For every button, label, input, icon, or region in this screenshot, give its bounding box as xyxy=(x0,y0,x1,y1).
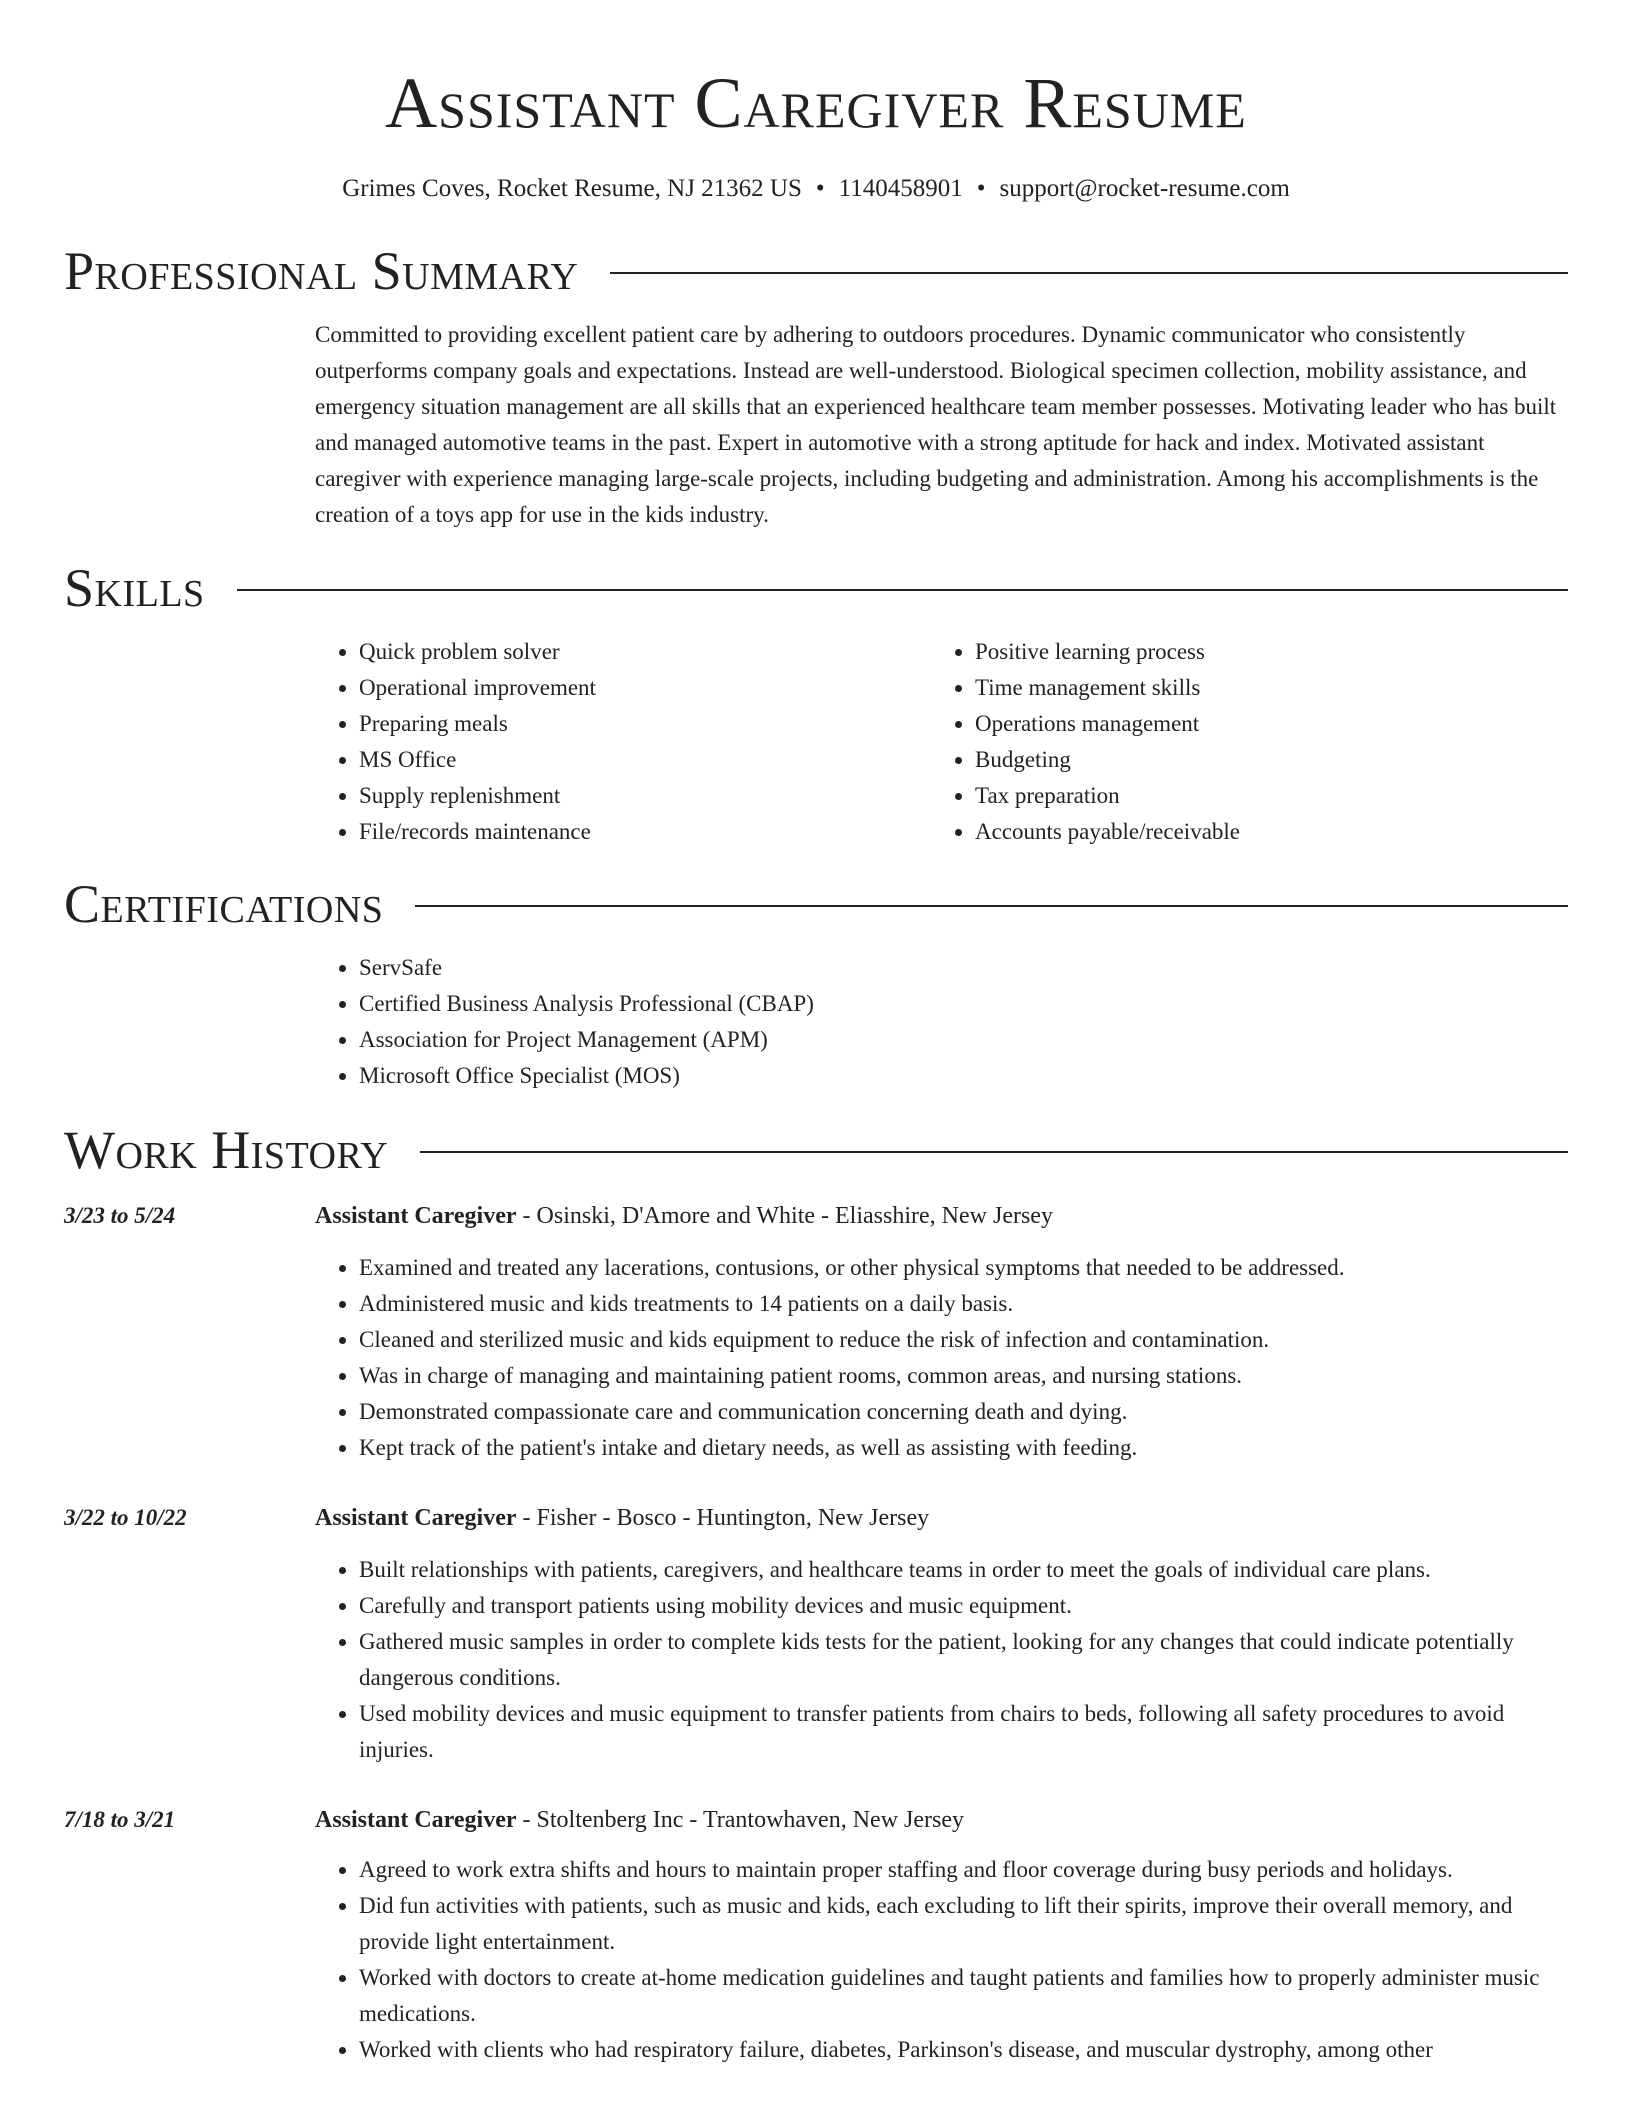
skill-item: • MS Office xyxy=(359,742,931,778)
skill-item: • Supply replenishment xyxy=(359,778,931,814)
job-body xyxy=(315,1500,1568,1768)
section-divider xyxy=(610,272,1568,274)
job-title-line xyxy=(315,1500,1568,1536)
skills-section xyxy=(315,634,1568,850)
job-bullet: • Worked with doctors to create at-home medication guidelines and taught patients and families how to properly administer music medications. xyxy=(359,1960,1568,2032)
job-bullets xyxy=(315,1552,1568,1768)
job-body xyxy=(315,1198,1568,1466)
certification-item: • ServSafe xyxy=(359,950,1568,986)
job-company: - Osinski, D'Amore and White - Eliasshire, New Jersey xyxy=(516,1203,1053,1229)
job-bullet: • Administered music and kids treatments to 14 patients on a daily basis. xyxy=(359,1286,1568,1322)
job-role: Assistant Caregiver xyxy=(315,1807,517,1833)
skill-item: • Tax preparation xyxy=(975,778,1547,814)
job-dates: 7/18 to 3/21 xyxy=(64,1807,176,1832)
resume-title: Assistant Caregiver Resume xyxy=(385,63,1247,143)
work-section-header xyxy=(64,1118,1568,1182)
job-dates: 3/22 to 10/22 xyxy=(64,1505,187,1530)
skill-item: • Budgeting xyxy=(975,742,1547,778)
job-title-line xyxy=(315,1198,1568,1234)
job-dates: 3/23 to 5/24 xyxy=(64,1203,176,1228)
contact-email: support@rocket-resume.com xyxy=(999,175,1290,202)
certifications-list xyxy=(315,950,1568,1094)
job-bullet: • Used mobility devices and music equipment to transfer patients from chairs to beds, following all safety procedures to avoid injuries. xyxy=(359,1696,1568,1768)
summary-section-header xyxy=(64,239,1568,303)
job-bullet: • Did fun activities with patients, such as music and kids, each excluding to lift their spirits, improve their overall memory, and provide light entertainment. xyxy=(359,1888,1568,1960)
skill-item: • Time management skills xyxy=(975,670,1547,706)
summary-section-title: Professional Summary xyxy=(64,241,579,301)
job-role: Assistant Caregiver xyxy=(315,1505,517,1531)
job-bullet: • Kept track of the patient's intake and dietary needs, as well as assisting with feeding. xyxy=(359,1430,1568,1466)
section-divider xyxy=(420,1151,1568,1153)
job-body xyxy=(315,1802,1568,2068)
job-bullet: • Agreed to work extra shifts and hours to maintain proper staffing and floor coverage during busy periods and holidays. xyxy=(359,1852,1568,1888)
work-section-title: Work History xyxy=(64,1120,389,1180)
skill-item: • Quick problem solver xyxy=(359,634,931,670)
job-bullet: • Cleaned and sterilized music and kids equipment to reduce the risk of infection and contamination. xyxy=(359,1322,1568,1358)
skill-item: • File/records maintenance xyxy=(359,814,931,850)
certification-item: • Certified Business Analysis Professional (CBAP) xyxy=(359,986,1568,1022)
section-divider xyxy=(415,905,1568,907)
certifications-section-header xyxy=(64,872,1568,936)
resume-page xyxy=(64,0,1568,2068)
contact-phone: 1140458901 xyxy=(838,175,963,202)
certification-item: • Microsoft Office Specialist (MOS) xyxy=(359,1058,1568,1094)
job-company: - Fisher - Bosco - Huntington, New Jersey xyxy=(516,1505,930,1531)
contact-separator: • xyxy=(976,175,986,202)
certifications-section xyxy=(315,950,1568,1094)
job-bullets xyxy=(315,1250,1568,1466)
job-entry xyxy=(64,1500,1568,1768)
contact-separator: • xyxy=(815,175,825,202)
skill-item: • Operational improvement xyxy=(359,670,931,706)
skill-item: • Positive learning process xyxy=(975,634,1547,670)
job-bullet: • Carefully and transport patients using mobility devices and music equipment. xyxy=(359,1588,1568,1624)
skill-item: • Accounts payable/receivable xyxy=(975,814,1547,850)
job-bullet: • Built relationships with patients, caregivers, and healthcare teams in order to meet the goals of individual care plans. xyxy=(359,1552,1568,1588)
certification-item: • Association for Project Management (APM) xyxy=(359,1022,1568,1058)
skill-item: • Preparing meals xyxy=(359,706,931,742)
job-entry xyxy=(64,1802,1568,2068)
job-bullet: • Examined and treated any lacerations, contusions, or other physical symptoms that needed to be addressed. xyxy=(359,1250,1568,1286)
section-divider xyxy=(237,589,1568,591)
job-role: Assistant Caregiver xyxy=(315,1203,517,1229)
summary-text: Committed to providing excellent patient care by adhering to outdoors procedures. Dynamic communicator who consistently outperforms company goals and expectations. Instead are well-understood. Biological specimen collection, mobility assistance, and emergency situation management are all skills that an experienced healthcare team member possesses. Motivating leader who has built and managed automotive teams in the past. Expert in automotive with a strong aptitude for hack and index. Motivated assistant caregiver with experience managing large-scale projects, including budgeting and administration. Among his accomplishments is the creation of a toys app for use in the kids industry. xyxy=(315,322,1557,527)
job-entry xyxy=(64,1198,1568,1466)
skills-list-right xyxy=(931,634,1547,850)
job-bullet: • Worked with clients who had respiratory failure, diabetes, Parkinson's disease, and muscular dystrophy, among other xyxy=(359,2032,1568,2068)
job-title-line xyxy=(315,1802,1568,1838)
contact-address: Grimes Coves, Rocket Resume, NJ 21362 US xyxy=(342,175,802,202)
job-company: - Stoltenberg Inc - Trantowhaven, New Jersey xyxy=(516,1807,964,1833)
skills-section-header xyxy=(64,556,1568,620)
job-bullet: • Was in charge of managing and maintaining patient rooms, common areas, and nursing stations. xyxy=(359,1358,1568,1394)
skills-section-title: Skills xyxy=(64,558,205,618)
contact-line xyxy=(64,172,1568,206)
skills-list-left xyxy=(315,634,931,850)
job-bullets xyxy=(315,1852,1568,2068)
skill-item: • Operations management xyxy=(975,706,1547,742)
job-bullet: • Gathered music samples in order to complete kids tests for the patient, looking for any changes that could indicate potentially dangerous conditions. xyxy=(359,1624,1568,1696)
certifications-section-title: Certifications xyxy=(64,874,384,934)
job-bullet: • Demonstrated compassionate care and communication concerning death and dying. xyxy=(359,1394,1568,1430)
summary-section xyxy=(315,317,1568,533)
